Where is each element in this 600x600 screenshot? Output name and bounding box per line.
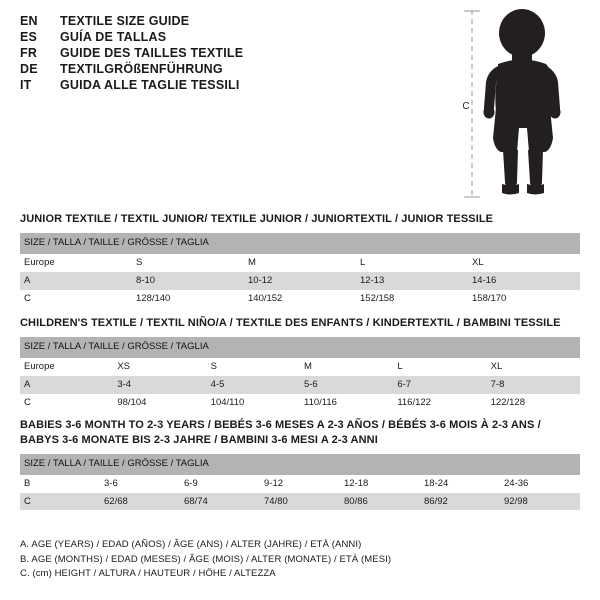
section-children [20,316,580,411]
cell: 9-12 [260,475,340,493]
guide-title: GUIDA ALLE TAGLIE TESSILI [60,78,240,92]
table-header-row [20,454,580,475]
cell: 122/128 [487,394,580,412]
row-label: C [20,493,100,511]
cell: 80/86 [340,493,420,511]
section-babies [20,418,580,510]
cell: 92/98 [500,493,580,511]
cell: XL [468,254,580,272]
section-title: JUNIOR TEXTILE / TEXTIL JUNIOR/ TEXTILE JUNIOR / JUNIORTEXTIL / JUNIOR TESSILE [20,213,494,225]
language-code: FR [20,46,38,60]
guide-title: TEXTILE SIZE GUIDE [60,14,190,28]
child-silhouette-figure [440,6,590,206]
cell: XS [113,358,206,376]
cell: 152/158 [356,290,468,308]
footnotes [20,538,580,582]
cell: 5-6 [300,376,393,394]
cell: 62/68 [100,493,180,511]
cell: 12-13 [356,272,468,290]
header-row [20,46,420,60]
table-row [20,493,580,511]
babies-size-table [20,454,580,511]
cell: 24-36 [500,475,580,493]
cell: 128/140 [132,290,244,308]
section-junior [20,212,580,307]
row-label: Europe [20,254,132,272]
cell: M [244,254,356,272]
cell: 7-8 [487,376,580,394]
header-row [20,30,420,44]
children-size-table [20,337,580,412]
row-label: A [20,272,132,290]
guide-title: GUÍA DE TALLAS [60,30,167,44]
table-row [20,394,580,412]
toddler-body [484,9,561,195]
section-title: CHILDREN'S TEXTILE / TEXTIL NIÑO/A / TEXTILE DES ENFANTS / KINDERTEXTIL / BAMBINI TESSILE [20,317,561,329]
row-label: C [20,290,132,308]
cell: 3-6 [100,475,180,493]
cell: 6-7 [393,376,486,394]
cell: 104/110 [207,394,300,412]
table-header-row [20,337,580,358]
cell: 68/74 [180,493,260,511]
cell: XL [487,358,580,376]
header-block [20,14,420,94]
row-label: C [20,394,113,412]
table-row [20,254,580,272]
table-row [20,376,580,394]
header-row [20,78,420,92]
footnote-b: B. AGE (MONTHS) / EDAD (MESES) / ÂGE (MOIS) / ALTER (MONATE) / ETÀ (MESI) [20,553,392,565]
language-code: ES [20,30,38,44]
header-row [20,14,420,28]
size-header-label: SIZE / TALLA / TAILLE / GRÖSSE / TAGLIA [20,454,580,475]
cell: 158/170 [468,290,580,308]
language-code: DE [20,62,38,76]
language-code: IT [20,78,32,92]
cell: 10-12 [244,272,356,290]
cell: 12-18 [340,475,420,493]
footnote-a: A. AGE (YEARS) / EDAD (AÑOS) / ÂGE (ANS) / ALTER (JAHRE) / ETÀ (ANNI) [20,538,362,550]
cell: L [393,358,486,376]
size-header-label: SIZE / TALLA / TAILLE / GRÖSSE / TAGLIA [20,233,580,254]
cell: 110/116 [300,394,393,412]
row-label: A [20,376,113,394]
cell: 18-24 [420,475,500,493]
table-row [20,358,580,376]
cell: 86/92 [420,493,500,511]
silhouette-icon [440,6,590,206]
cell: M [300,358,393,376]
cell: 116/122 [393,394,486,412]
table-row [20,290,580,308]
cell: S [132,254,244,272]
junior-size-table [20,233,580,308]
cell: 8-10 [132,272,244,290]
cell: 4-5 [207,376,300,394]
cell: 98/104 [113,394,206,412]
cell: L [356,254,468,272]
cell: 6-9 [180,475,260,493]
cell: 14-16 [468,272,580,290]
footnote-c: C. (cm) HEIGHT / ALTURA / HAUTEUR / HÖHE / ALTEZZA [20,568,276,580]
table-header-row [20,233,580,254]
language-code: EN [20,14,38,28]
size-header-label: SIZE / TALLA / TAILLE / GRÖSSE / TAGLIA [20,337,580,358]
guide-title: TEXTILGRÖßENFÜHRUNG [60,62,223,76]
header-row [20,62,420,76]
cell: 140/152 [244,290,356,308]
cell: S [207,358,300,376]
table-row [20,272,580,290]
guide-title: GUIDE DES TAILLES TEXTILE [60,46,244,60]
row-label: Europe [20,358,113,376]
table-row [20,475,580,493]
section-title: BABIES 3-6 MONTH TO 2-3 YEARS / BEBÉS 3-6 MESES A 2-3 AÑOS / BÉBÉS 3-6 MOIS À 2-3 ANS / BABYS 3-6 MONATE BIS 2-3 JAHRE / BAMBINI 3-6 MESI A 2-3 ANNI [20,419,541,446]
row-label: B [20,475,100,493]
cell: 3-4 [113,376,206,394]
cell: 74/80 [260,493,340,511]
measure-label-c: C [462,101,470,112]
